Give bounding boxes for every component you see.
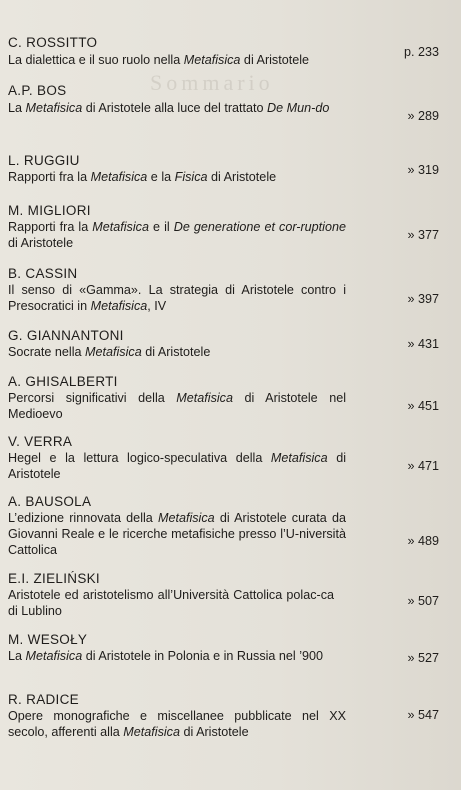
title-segment: Rapporti fra la [8, 220, 93, 234]
title-segment: , IV [147, 299, 167, 313]
entry-title [8, 169, 346, 185]
entry-page-number: » 547 [407, 708, 439, 722]
title-segment: e la [147, 170, 175, 184]
title-italic-segment: Metafisica [157, 511, 215, 525]
entry-title [8, 587, 334, 619]
entry-page-number: » 507 [407, 594, 439, 608]
entry-author: A. BAUSOLA [8, 494, 92, 509]
title-segment: di Aristotele in Polonia e in Russia nel ’900 [82, 649, 324, 663]
entry-page-number: » 319 [407, 163, 439, 177]
title-segment: Hegel e la lettura logico-speculativa della [8, 451, 271, 465]
entry-title [8, 648, 346, 664]
title-segment: di Aristotele [141, 345, 211, 359]
entry-title [8, 344, 346, 360]
entry-author: A. GHISALBERTI [8, 374, 118, 389]
watermark-heading: Sommario [150, 70, 274, 95]
entry-author: B. CASSIN [8, 266, 78, 281]
title-italic-segment: De Mun-do [267, 101, 330, 115]
title-segment: di Aristotele [240, 53, 310, 67]
title-segment: Socrate nella [8, 345, 86, 359]
entry-author: V. VERRA [8, 434, 73, 449]
entry-title [8, 510, 346, 558]
title-segment: di Aristotele alla luce del trattato [82, 101, 268, 115]
entry-author: R. RADICE [8, 692, 79, 707]
title-segment: di Aristotele [179, 725, 249, 739]
entry-author: G. GIANNANTONI [8, 328, 124, 343]
entry-title [8, 450, 346, 482]
entry-page-number: » 289 [407, 109, 439, 123]
title-segment: di Aristotele [8, 236, 74, 250]
title-segment: La [8, 101, 26, 115]
entry-title [8, 52, 346, 68]
title-italic-segment: Metafisica [176, 391, 233, 405]
title-italic-segment: De generatione et cor-ruptione [173, 220, 346, 234]
entry-title [8, 100, 346, 116]
entry-page-number: » 431 [407, 337, 439, 351]
entry-title [8, 282, 346, 314]
title-italic-segment: Metafisica [90, 170, 148, 184]
title-segment: di Aristotele curata da Giovanni Reale e le ricerche metafisiche presso l’U-niversità Cattolica [8, 511, 346, 557]
entry-author: E.I. ZIELIŃSKI [8, 571, 100, 586]
title-segment: La [8, 649, 26, 663]
title-italic-segment: Fisica [174, 170, 208, 184]
title-italic-segment: Metafisica [92, 220, 149, 234]
entry-author: C. ROSSITTO [8, 35, 98, 50]
title-segment: La dialettica e il suo ruolo nella [8, 53, 184, 67]
entry-page-number: » 377 [407, 228, 439, 242]
entry-page-number: » 489 [407, 534, 439, 548]
entry-title [8, 708, 346, 740]
title-segment: di Aristotele [8, 451, 346, 481]
title-italic-segment: Metafisica [25, 101, 83, 115]
title-italic-segment: Metafisica [85, 345, 142, 359]
entry-page-number: p. 233 [403, 45, 439, 59]
title-italic-segment: Metafisica [123, 725, 180, 739]
title-segment: Il senso di «Gamma». La strategia di Aristotele contro i Presocratici in [8, 283, 346, 313]
entry-title [8, 219, 346, 251]
entry-page-number: » 451 [407, 399, 439, 413]
title-italic-segment: Metafisica [90, 299, 148, 313]
entry-author: M. MIGLIORI [8, 203, 91, 218]
entry-page-number: » 471 [407, 459, 439, 473]
entry-author: A.P. BOS [8, 83, 67, 98]
title-segment: Opere monografiche e miscellanee pubblicate nel XX secolo, afferenti alla [8, 709, 346, 739]
entry-author: M. WESOŁY [8, 632, 88, 647]
entry-page-number: » 527 [407, 651, 439, 665]
title-italic-segment: Metafisica [183, 53, 241, 67]
entry-author: L. RUGGIU [8, 153, 80, 168]
title-segment: e il [148, 220, 174, 234]
title-segment: Rapporti fra la [8, 170, 91, 184]
entry-title [8, 390, 346, 422]
entry-page-number: » 397 [407, 292, 439, 306]
title-segment: L’edizione rinnovata della [8, 511, 158, 525]
title-segment: di Aristotele nel Medioevo [8, 391, 347, 421]
title-italic-segment: Metafisica [270, 451, 328, 465]
title-italic-segment: Metafisica [25, 649, 83, 663]
title-segment: di Aristotele [207, 170, 277, 184]
title-segment: Percorsi significativi della [8, 391, 177, 405]
title-segment: Aristotele ed aristotelismo all’Università Cattolica polac-ca di Lublino [8, 588, 334, 618]
